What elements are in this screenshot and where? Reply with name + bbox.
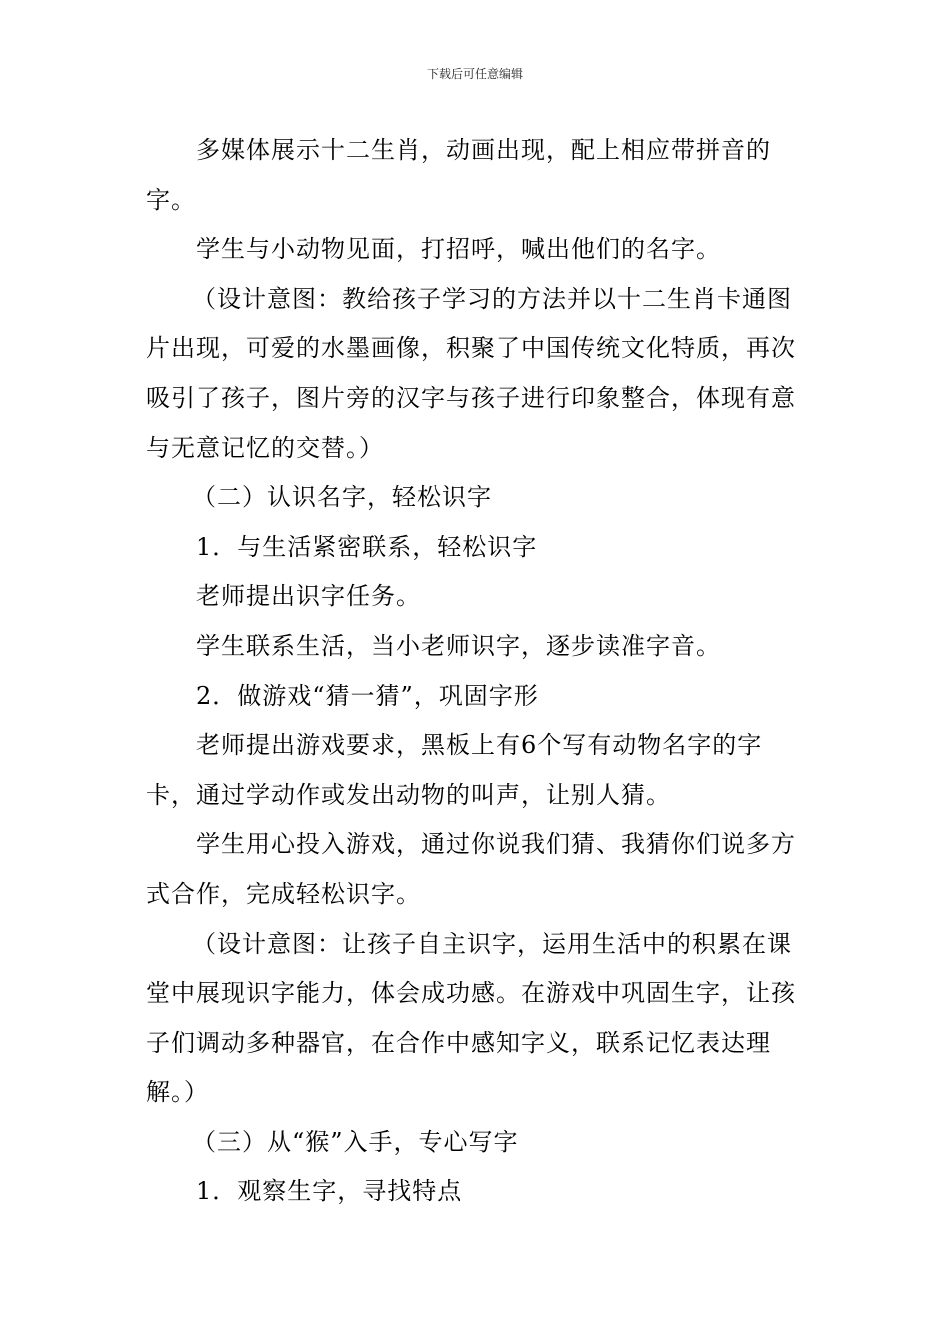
paragraph-design-intent-1: （设计意图：教给孩子学习的方法并以十二生肖卡通图片出现，可爱的水墨画像，积聚了中国传统文化特质，再次吸引了孩子，图片旁的汉字与孩子进行印象整合，体现有意与无意记忆的交替。） (146, 284, 796, 462)
paragraph-multimedia: 多媒体展示十二生肖，动画出现，配上相应带拼音的字。 (146, 136, 771, 214)
subheading-2-2: 2．做游戏“猜一猜”，巩固字形 (196, 681, 539, 710)
paragraph-student-game: 学生用心投入游戏，通过你说我们猜、我猜你们说多方式合作，完成轻松识字。 (146, 830, 796, 908)
paragraph-game-rules: 老师提出游戏要求，黑板上有6个写有动物名字的字卡，通过学动作或发出动物的叫声，让别人猜。 (146, 731, 763, 809)
paragraph-greeting: 学生与小动物见面，打招呼，喊出他们的名字。 (196, 235, 721, 264)
paragraph-design-intent-2: （设计意图：让孩子自主识字，运用生活中的积累在课堂中展现识字能力，体会成功感。在游戏中巩固生字，让孩子们调动多种器官，在合作中感知字义，联系记忆表达理解。） (146, 929, 796, 1107)
page-header: 下载后可任意编辑 (426, 67, 523, 81)
paragraph-teacher-task: 老师提出识字任务。 (196, 582, 421, 611)
section-heading-3: （三）从“猴”入手，专心写字 (192, 1127, 519, 1156)
document-body (146, 126, 810, 1217)
section-heading-2: （二）认识名字，轻松识字 (192, 483, 492, 512)
paragraph-student-read: 学生联系生活，当小老师识字，逐步读准字音。 (196, 631, 721, 660)
subheading-2-1: 1．与生活紧密联系，轻松识字 (196, 532, 538, 561)
subheading-3-1: 1．观察生字，寻找特点 (196, 1177, 463, 1206)
